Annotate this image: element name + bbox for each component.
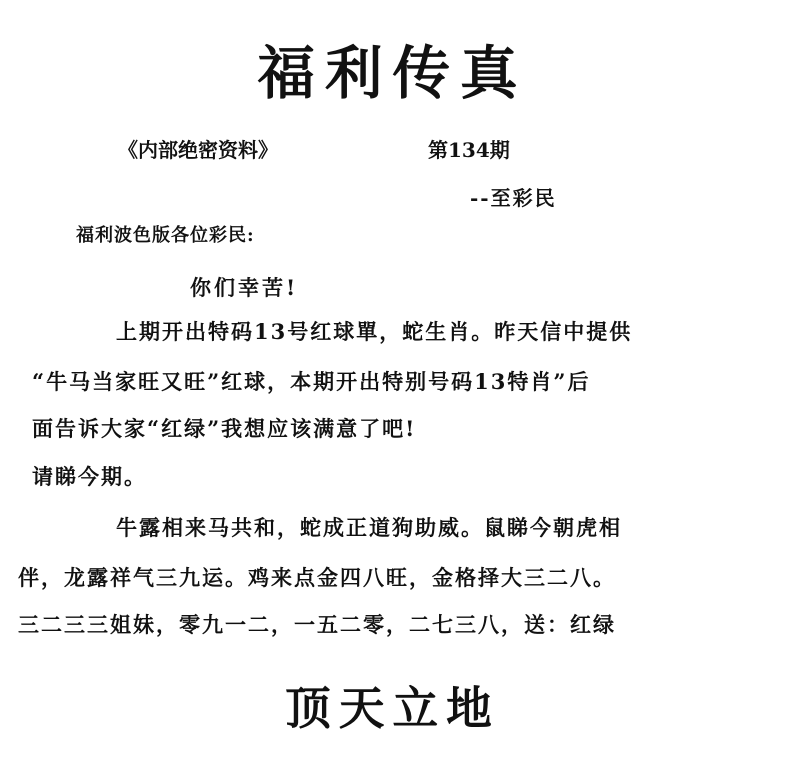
- signature: --至彩民: [470, 186, 557, 210]
- body-line: 面告诉大家“红绿”我想应该满意了吧!: [32, 416, 417, 441]
- issue-number: 第134期: [428, 138, 510, 162]
- body-line: 请睇今期。: [32, 464, 147, 489]
- subtitle-confidential: 《内部绝密资料》: [118, 138, 278, 162]
- salutation: 福利波色版各位彩民:: [76, 225, 255, 246]
- body-line: “牛马当家旺又旺”红球，本期开出特别号码13特肖”后: [32, 369, 591, 394]
- greeting: 你们幸苦!: [190, 275, 299, 300]
- body-line: 伴，龙露祥气三九运。鸡来点金四八旺，金格择大三二八。: [18, 565, 616, 590]
- page-title: 福利传真: [257, 39, 528, 107]
- body-line: 上期开出特码13号红球單，蛇生肖。昨天信中提供: [116, 319, 633, 344]
- footer-motto: 顶天立地: [285, 681, 500, 735]
- body-line: 牛露相来马共和，蛇成正道狗助威。鼠睇今朝虎相: [116, 515, 622, 540]
- body-line: 三二三三姐妹，零九一二，一五二零，二七三八，送：红绿: [18, 612, 616, 637]
